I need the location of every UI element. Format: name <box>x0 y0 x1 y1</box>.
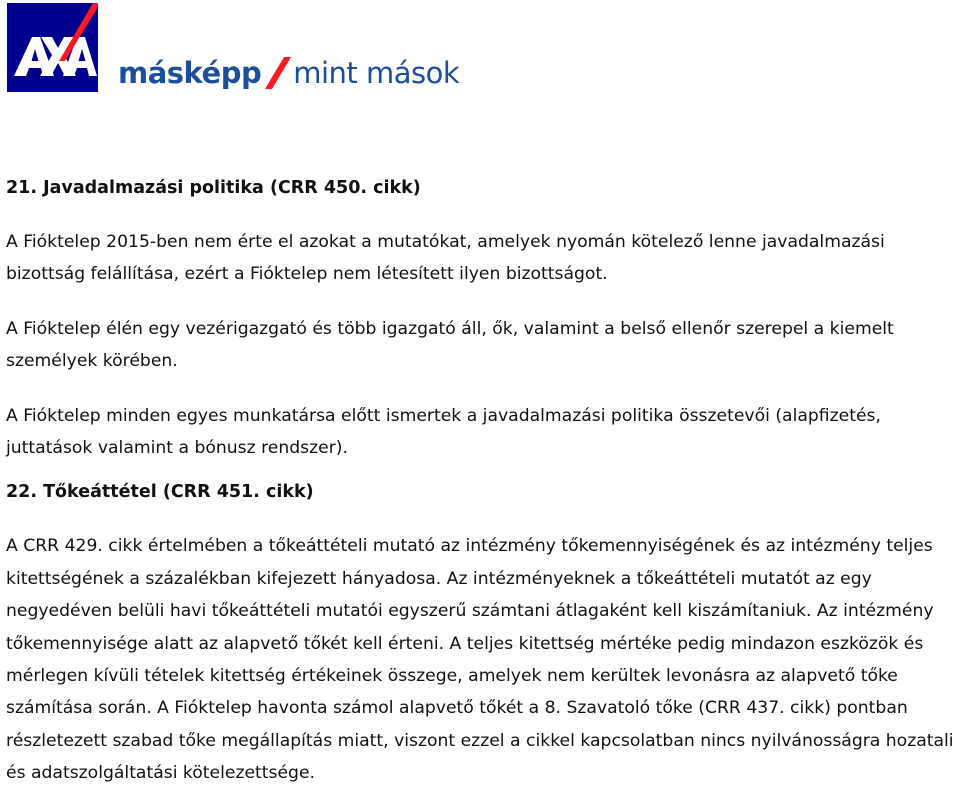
paragraph-leverage: A CRR 429. cikk értelmében a tőkeáttételi mutató az intézmény tőkemennyiségének és az intézmény teljes kitettségének a százalékban kifejezett hányadosa. Az intézményeknek a tőkeáttételi mutatót az egy negyedéven belüli havi tőkeáttételi mutatói egyszerű számtani átlagaként kell kiszámítaniuk. Az intézmény tőkemennyisége alatt az alapvető tőkét kell érteni. A teljes kitettség mértéke pedig mindazon eszközök és mérlegen kívüli tételek kitettség értékeinek összege, amelyek nem kerültek levonásra az alapvető tőke számítása során. A Fióktelep havonta számol alapvető tőkét a 8. Szavatoló tőke (CRR 437. cikk) pontban részletezett szabad tőke megállapítás miatt, viszont ezzel a cikkel kapcsolatban nincs nyilvánosságra hozatali és adatszolgáltatási kötelezettsége. <box>6 536 954 784</box>
paragraph-components: A Fióktelep minden egyes munkatársa előtt ismertek a javadalmazási politika összetevői (alapfizetés, juttatások valamint a bónusz rendszer). <box>6 405 881 459</box>
paragraph-management: A Fióktelep élén egy vezérigazgató és több igazgató áll, ők, valamint a belső ellenőr szerepel a kiemelt személyek körében. <box>6 318 894 372</box>
paragraph-committee: A Fióktelep 2015-ben nem érte el azokat a mutatókat, amelyek nyomán kötelező lenne javadalmazási bizottság felállítása, ezért a Fióktelep nem létesített ilyen bizottságot. <box>6 232 885 285</box>
section-heading-leverage: 22. Tőkeáttétel (CRR 451. cikk) <box>6 482 314 503</box>
section-heading-remuneration: 21. Javadalmazási politika (CRR 450. cikk) <box>6 178 421 198</box>
slogan <box>118 53 459 93</box>
document-body <box>6 172 958 790</box>
slogan-part2: mint mások <box>293 56 460 90</box>
page-header <box>7 3 487 93</box>
axa-logo <box>7 3 98 92</box>
slogan-part1: másképp <box>118 56 262 90</box>
slogan-slash-icon <box>265 57 291 89</box>
